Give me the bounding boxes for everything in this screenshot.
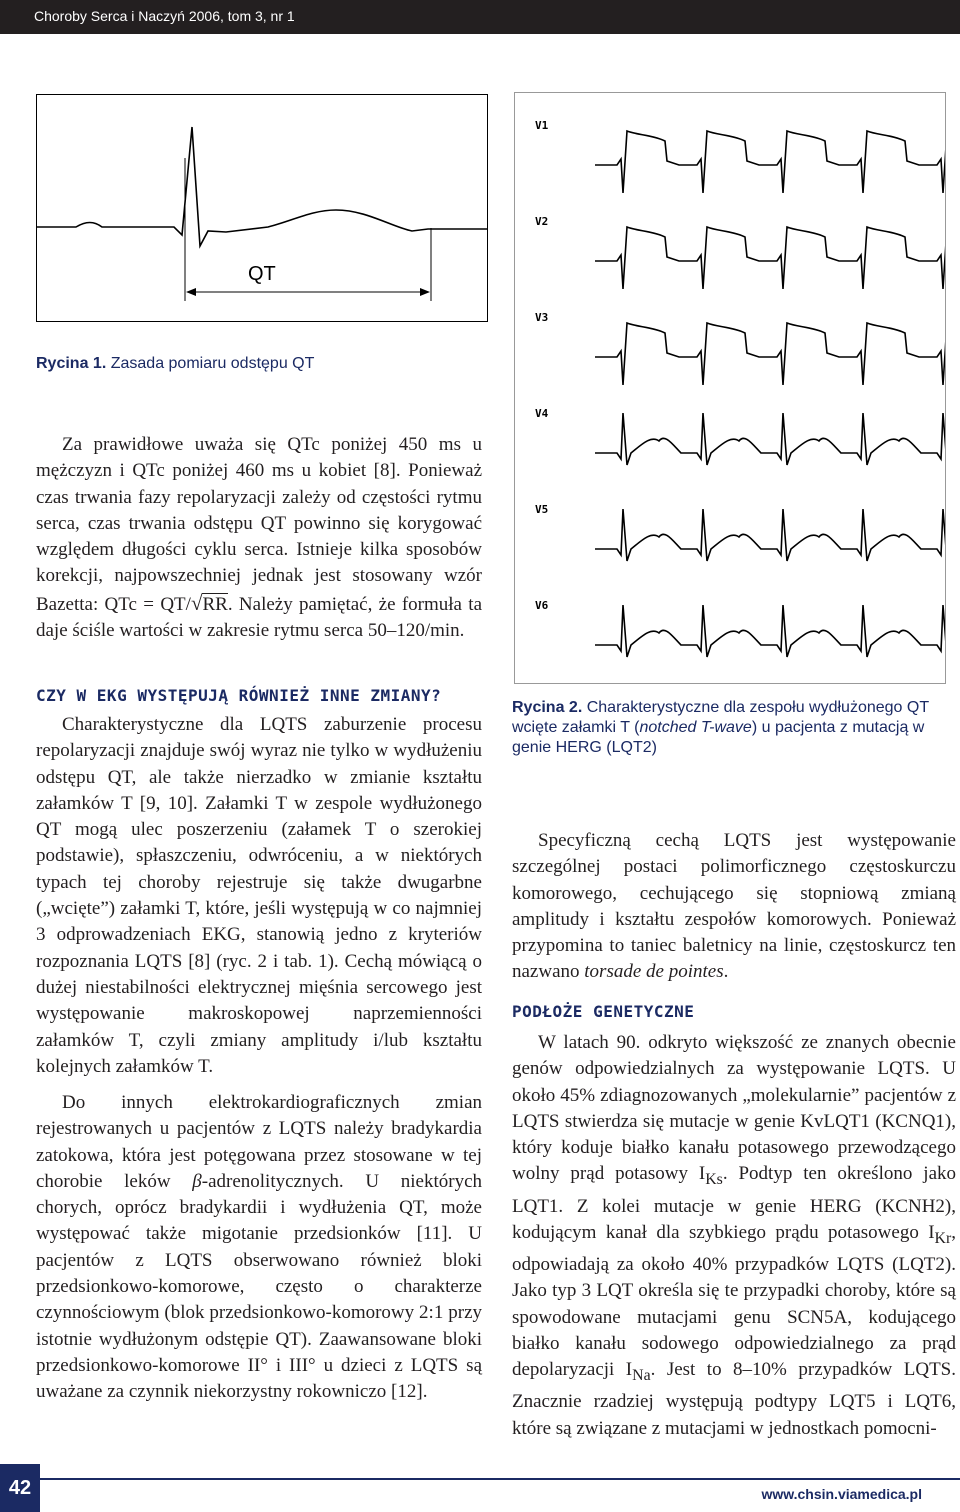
paragraph-text-cont: -adrenolitycznych. U niektórych chorych, oprócz bradykardii i wydłużenia QT, może występować także migotanie przedsionków [11]. U pacjentów z LQTS obserwowano również bloki przedsionkowo-komorowe, często o charakterze czynnościowym (blok przedsionkowo-komorowy 2:1 przy istotnie wydłużonym odstępie QT). Zaawansowane bloki przedsionkowo-komorowe II° i III° u dzieci z LQTS są uważane za czynnik niekorzystny rokowniczo [12].	[36, 1170, 482, 1403]
ecg-trace-v1	[595, 131, 945, 193]
subscript: Kr	[934, 1229, 952, 1247]
paragraph-torsade	[512, 828, 956, 986]
figure-2-caption-text-2: ) u pacjenta z mutacją w genie HERG (LQT2)	[512, 719, 925, 756]
footer-rule	[0, 1478, 960, 1480]
ecg-trace-v6	[595, 605, 945, 657]
figure-2-ecg-leads	[514, 92, 946, 684]
paragraph-genetics	[512, 1030, 956, 1442]
lead-label-v2: V2	[535, 215, 549, 228]
figure-2-caption-label: Rycina 2.	[512, 699, 583, 716]
paragraph-text-cont: , odpowiadają za około 40% przypadków LQTS (LQT2). Jako typ 3 LQT określa się te przypadki choroby, które są spowodowane mutacjami genu SCN5A, kodującego białko kanału sodowego odpowiedzialnego za prąd depolaryzacji I	[512, 1221, 956, 1381]
lead-label-v4: V4	[535, 407, 549, 420]
paragraph-text: Do innych elektrokardiograficznych zmian rejestrowanych u pacjentów z LQTS należy bradykardia zatokowa, która jest potęgowana przez stosowane w tej chorobie leków	[36, 1092, 482, 1192]
subscript: Na	[632, 1366, 651, 1384]
figure-1-caption	[36, 354, 486, 374]
sqrt-expression: √RR	[190, 590, 228, 615]
paragraph-text: Charakterystyczne dla LQTS zaburzenie procesu repolaryzacji znajduje swój wyraz nie tylko w wydłużeniu odstępu QT, ale także nierzadko w zmianie kształtu załamków T [9, 10]. Załamki T w zespole wydłużonego QT mogą ulec poszerzeniu (załamek T o szerokiej podstawie), spłaszczeniu, odwróceniu, a w niektórych typach tej choroby rejestruje się także dwugarbne („wcięte”) załamki T, które, jeśli występują w co najmniej 3 odprowadzeniach EKG, stanowią jedno z kryteriów rozpoznania LQTS [8] (ryc. 2 i tab. 1). Cechą mówiącą o dużej niestabilności elektrycznej mięśnia sercowego jest występowanie makroskopowej naprzemienności załamków T, czyli zmiany amplitudy i/lub kształtu kolejnych załamków T.	[36, 714, 482, 1077]
lead-label-v6: V6	[535, 599, 549, 612]
paragraph-other-ecg-changes	[36, 1090, 482, 1406]
journal-website: www.chsin.viamedica.pl	[761, 1486, 922, 1502]
beta-symbol: β	[192, 1170, 202, 1192]
qt-interval-label: QT	[248, 263, 276, 285]
section-heading-genetics: PODŁOŻE GENETYCZNE	[512, 1002, 695, 1021]
paragraph-qtc-norms	[36, 432, 482, 644]
figure-2-caption-italic: notched T-wave	[639, 719, 752, 736]
section-heading-other-changes: CZY W EKG WYSTĘPUJĄ RÓWNIEŻ INNE ZMIANY?	[36, 686, 442, 705]
ecg-trace-v4	[595, 413, 945, 465]
paragraph-text: W latach 90. odkryto większość ze znanych obecnie genów odpowiedzialnych za występowanie LQTS. U około 45% zdiagnozowanych „molekularnie” pacjentów z LQTS stwierdza się mutacje w genie KvLQT1 (KCNQ1), który koduje białko kanału potasowego przewodzącego wolny prąd potasowy I	[512, 1032, 956, 1185]
paragraph-t-wave-changes	[36, 712, 482, 1080]
paragraph-text-cont: . Podtyp ten określono jako LQT1. Z kolei mutacje w genie HERG (KCNH2), kodującym kanał dla szybkiego prądu potasowego I	[512, 1163, 956, 1243]
figure-1-caption-text: Zasada pomiaru odstępu QT	[110, 355, 315, 372]
sqrt-radicand: RR	[202, 593, 228, 615]
figure-2-caption-text-1: Charakterystyczne dla zespołu wydłużonego QT wcięte załamki T (	[512, 699, 929, 736]
paragraph-text: Specyficzną cechą LQTS jest występowanie szczególnej postaci polimorficznego częstoskurczu komorowego, cechującego się stopniową zmianą amplitudy i kształtu zespołów komorowych. Ponieważ przypomina to taniec baletnicy na linie, częstoskurcz ten nazwano	[512, 830, 956, 983]
journal-title: Choroby Serca i Naczyń 2006, tom 3, nr 1	[34, 8, 295, 24]
paragraph-text: Za prawidłowe uważa się QTc poniżej 450 ms u mężczyzn i QTc poniżej 460 ms u kobiet [8]. Ponieważ czas trwania fazy repolaryzacji zależy od częstości rytmu serca, czas trwania odstępu QT powinno się korygować względem długości cyklu serca. Istnieje kilka sposobów korekcji, najpowszechniej jednak jest stosowany wzór Bazetta: QTc = QT/	[36, 434, 482, 615]
figure-1-qt-measurement	[36, 94, 488, 322]
lead-label-v5: V5	[535, 503, 549, 516]
ecg-trace-v3	[595, 323, 945, 385]
ecg-qt-diagram	[36, 94, 488, 322]
paragraph-text-cont: .	[723, 961, 729, 983]
figure-2-caption	[512, 698, 952, 758]
running-header	[0, 0, 960, 34]
page-number: 42	[0, 1464, 40, 1512]
paragraph-text-cont: . Jest to 8–10% przypadków LQTS. Znacznie rzadziej występują podtypy LQT5 i LQT6, które są związane z mutacjami w jednostkach pomocni-	[512, 1359, 956, 1439]
lead-label-v1: V1	[535, 119, 549, 132]
italic-term: torsade de pointes	[584, 961, 724, 983]
ecg-trace-v2	[595, 227, 945, 289]
figure-1-caption-label: Rycina 1.	[36, 355, 107, 372]
lead-label-v3: V3	[535, 311, 549, 324]
paragraph-text-cont: . Należy pamiętać, że formuła ta daje ściśle wartości w zakresie rytmu serca 50–120/min.	[36, 593, 483, 642]
ecg-lead-strips	[515, 93, 945, 683]
ecg-trace-v5	[595, 509, 945, 561]
subscript: Ks	[705, 1171, 723, 1189]
